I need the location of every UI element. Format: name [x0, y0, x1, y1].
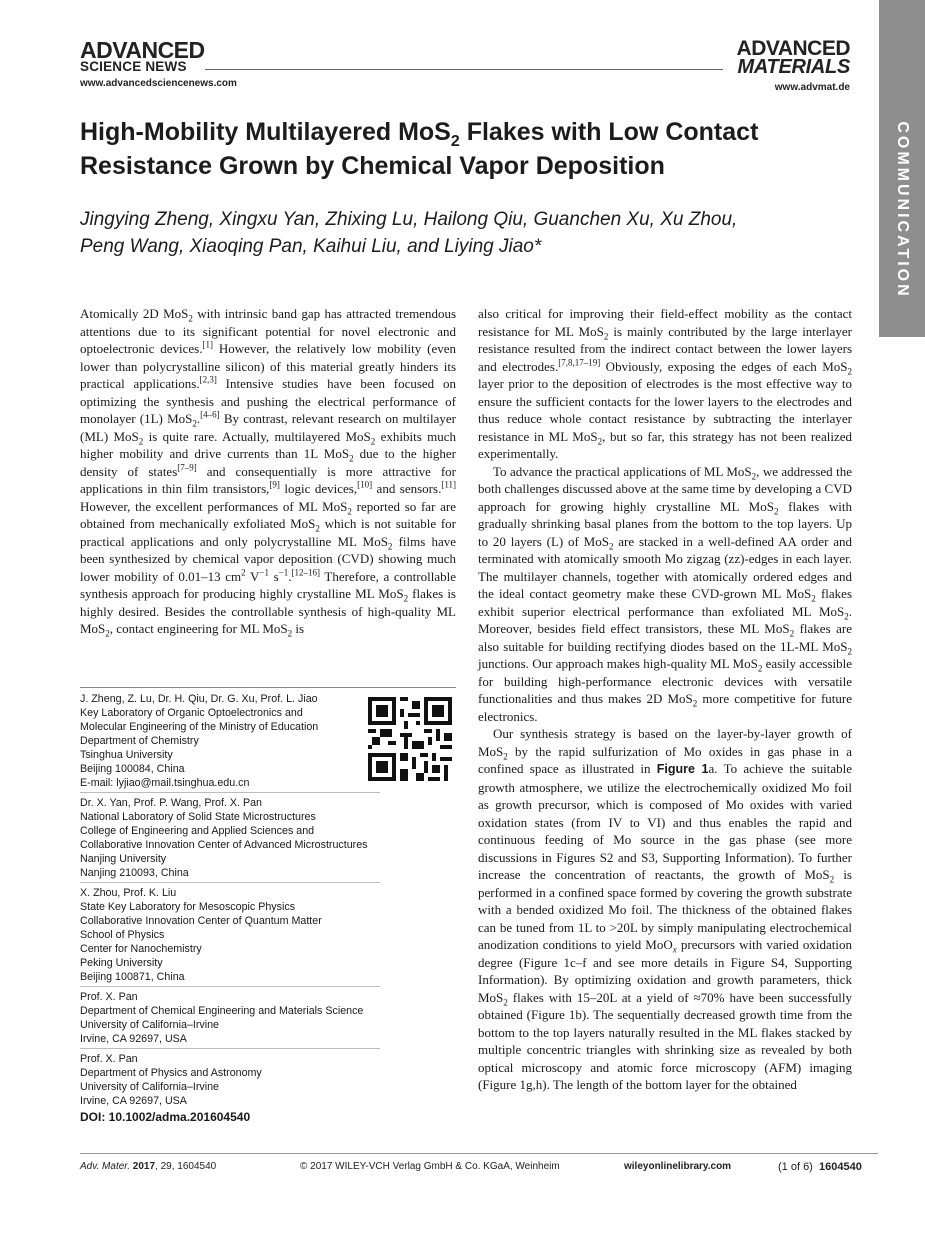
logo-right-line2: MATERIALS — [737, 56, 850, 78]
doi-link[interactable]: DOI: 10.1002/adma.201604540 — [80, 1110, 251, 1124]
affiliation-block-3: X. Zhou, Prof. K. Liu State Key Laboratory for Mesoscopic Physics Collaborative Innovation Center of Quantum Matter School of Physics Center for Nanochemistry Peking University Beijing 100871, China — [80, 886, 380, 987]
affiliation-block-2: Dr. X. Yan, Prof. P. Wang, Prof. X. Pan National Laboratory of Solid State Microstructures College of Engineering and Applied Sciences and Collaborative Innovation Center of Advanced Microstructures Nanjing University Nanjing 210093, China — [80, 796, 380, 883]
right-url-link[interactable]: www.advmat.de — [774, 82, 850, 93]
paragraph-synthesis: Our synthesis strategy is based on the layer-by-layer growth of MoS$_2$ by the rapid sulfurization of Mo oxides in gas phase in a confined space as illustrated in Figure 1a. To achieve the suitable growth atmosphere, we utilize the electrochemically oxidized Mo foil as growth precursor, which is composed of Mo oxides with varied oxidation states (from IV to VI) and thus enables the rapid and continuous feeding of Mo source in the gas phase (see more discussions in Figures S2 and S3, Supporting Information). To further increase the concentration of reactants, the growth of MoS$_2$ is performed in a confined space formed by covering the growth substrate with a bended oxidized Mo foil. The thickness of the obtained flakes can be tuned from 1L to >20L by simply manipulating electrochemical anodization conditions to yield MoO$_x$ precursors with varied oxidation degree (Figure 1c–f and see more details in Figure S4, Supporting Information). By optimizing oxidation and growth parameters, thick MoS$_2$ flakes with 15–20L at a yield of ≈70% have been successfully obtained (Figure 1b). The sequentially decreased growth time from the bottom to the top layers naturally resulted in the ML flakes stacked by multiple concentric triangles with shrinking size as revealed by both optical microscopy and atomic force microscopy (AFM) imaging (Figure 1g,h). The length of the bottom layer for the obtained — [478, 726, 853, 1092]
body-column-2 — [478, 305, 852, 1094]
paragraph-contact: also critical for improving their field-effect mobility as the contact resistance for ML MoS$_2$ is mainly contributed by the large interlayer resistance resulted from the indirect contact between the lower layers and electrodes.[7,8,17–19] Obviously, exposing the edges of each MoS$_2$ layer prior to the deposition of electrodes is the most effective way to ensure the sufficient contacts for the lower layers to the electrodes and thus reduce whole contact resistance by subtracting the interlayer resistance in ML MoS$_2$, but so far, this strategy has not been realized experimentally. — [478, 306, 852, 461]
article-title — [80, 115, 870, 183]
paragraph-approach: To advance the practical applications of ML MoS$_2$, we addressed the both challenges discussed above at the same time by developing a CVD approach for growing highly crystalline ML MoS$_2$ flakes with gradually shrinking basal planes from the bottom to the top layers. Up to 20 layers (L) of MoS$_2$ are stacked in a well-defined AA order and terminated with atomically smooth Mo zigzag (zz)-edges in each layer. The multilayer channels, together with atomically ordered edges and the ideal contact geometry make these CVD-grown ML MoS$_2$ flakes exhibit superior electrical performance than exfoliated ML MoS$_2$. Moreover, besides field effect transistors, these ML MoS$_2$ flakes are also suitable for building rectifying diodes based on the 1L-ML MoS$_2$ junctions. Our approach makes high-quality ML MoS$_2$ easily accessible for building high-performance electronic devices with versatile functionalities and thus makes 2D MoS$_2$ more competitive for future electronics. — [478, 463, 853, 724]
affiliation-block-5: Prof. X. Pan Department of Physics and Astronomy University of California–Irvine Irvine, CA 92697, USA — [80, 1053, 262, 1107]
authors-line-2: Peng Wang, Xiaoqing Pan, Kaihui Liu, and Liying Jiao* — [80, 236, 542, 257]
affiliation-block-1: J. Zheng, Z. Lu, Dr. H. Qiu, Dr. G. Xu, Prof. L. Jiao Key Laboratory of Organic Optoelectronics and Molecular Engineering of the Ministry of Education Department of Chemistry Tsinghua University Beijing 100084, China E-mail: lyjiao@mail.tsinghua.edu.cn — [80, 692, 380, 793]
affiliation-block-4: Prof. X. Pan Department of Chemical Engineering and Materials Science University of California–Irvine Irvine, CA 92697, USA — [80, 990, 380, 1049]
page-indicator: (1 of 6) 1604540 — [778, 1161, 862, 1173]
author-list — [80, 206, 870, 260]
title-subscript: 2 — [450, 133, 460, 150]
copyright: © 2017 WILEY-VCH Verlag GmbH & Co. KGaA, Weinheim — [300, 1161, 560, 1172]
paragraph-intro: Atomically 2D MoS$_2$ with intrinsic band gap has attracted tremendous attentions due to its significant potential for novel electronic and optoelectronic devices.[1] However, the relatively low mobility (even lower than polycrystalline silicon) of this material greatly hinders its practical applications.[2,3] Intensive studies have been focused on optimizing the synthesis and pushing the electrical performance of monolayer (1L) MoS$_2$.[4–6] By contrast, relevant research on multilayer (ML) MoS$_2$ is quite rare. Actually, multilayered MoS$_2$ exhibits much higher mobility and drive currents than 1L MoS$_2$ due to the higher density of states[7–9] and consequentially is more attractive for applications in thin film transistors,[9] logic devices,[10] and sensors.[11] However, the excellent performances of ML MoS$_2$ reported so far are obtained from mechanically exfoliated MoS$_2$ which is not suitable for practical applications and only polycrystalline ML MoS$_2$ films have been synthesized by chemical vapor deposition (CVD) showing much lower mobility of 0.01–13 $cm^2$ $V^{-1}$ $s^{-1}.[12-16]$ Therefore, a controllable synthesis approach for producing highly crystalline ML MoS$_2$ flakes is highly desired. Besides the controllable synthesis of high-quality ML MoS$_2$, contact engineering for ML MoS$_2$ is — [80, 306, 457, 639]
wiley-online-library-link[interactable]: wileyonlinelibrary.com — [624, 1161, 732, 1172]
logo-left-line1: ADVANCED — [80, 37, 205, 63]
title-part-1: High-Mobility Multilayered MoS — [80, 118, 451, 146]
section-tab — [879, 0, 925, 337]
authors-line-1: Jingying Zheng, Xingxu Yan, Zhixing Lu, Hailong Qiu, Guanchen Xu, Xu Zhou, — [80, 209, 738, 230]
advanced-science-news-logo — [80, 37, 237, 90]
title-part-2: Flakes with Low Contact Resistance Grown by Chemical Vapor Deposition — [80, 118, 759, 180]
figure-1-link[interactable]: Figure 1 — [656, 762, 709, 776]
advanced-materials-logo — [736, 37, 850, 94]
logo-right-line1: ADVANCED — [736, 37, 850, 60]
header-rule — [205, 69, 723, 70]
left-url-link[interactable]: www.advancedsciencenews.com — [80, 78, 237, 89]
affiliation-rule — [80, 687, 456, 688]
body-column-1 — [80, 305, 456, 638]
section-tab-label: COMMUNICATION — [894, 121, 911, 299]
qr-code-icon[interactable] — [368, 697, 452, 781]
journal-citation: Adv. Mater. 2017, 29, 1604540 — [80, 1161, 217, 1172]
footer-rule — [80, 1153, 878, 1154]
affiliations — [80, 692, 380, 1113]
logo-left-line2: SCIENCE NEWS — [80, 59, 187, 74]
email-link[interactable]: E-mail: lyjiao@mail.tsinghua.edu.cn — [80, 777, 250, 789]
